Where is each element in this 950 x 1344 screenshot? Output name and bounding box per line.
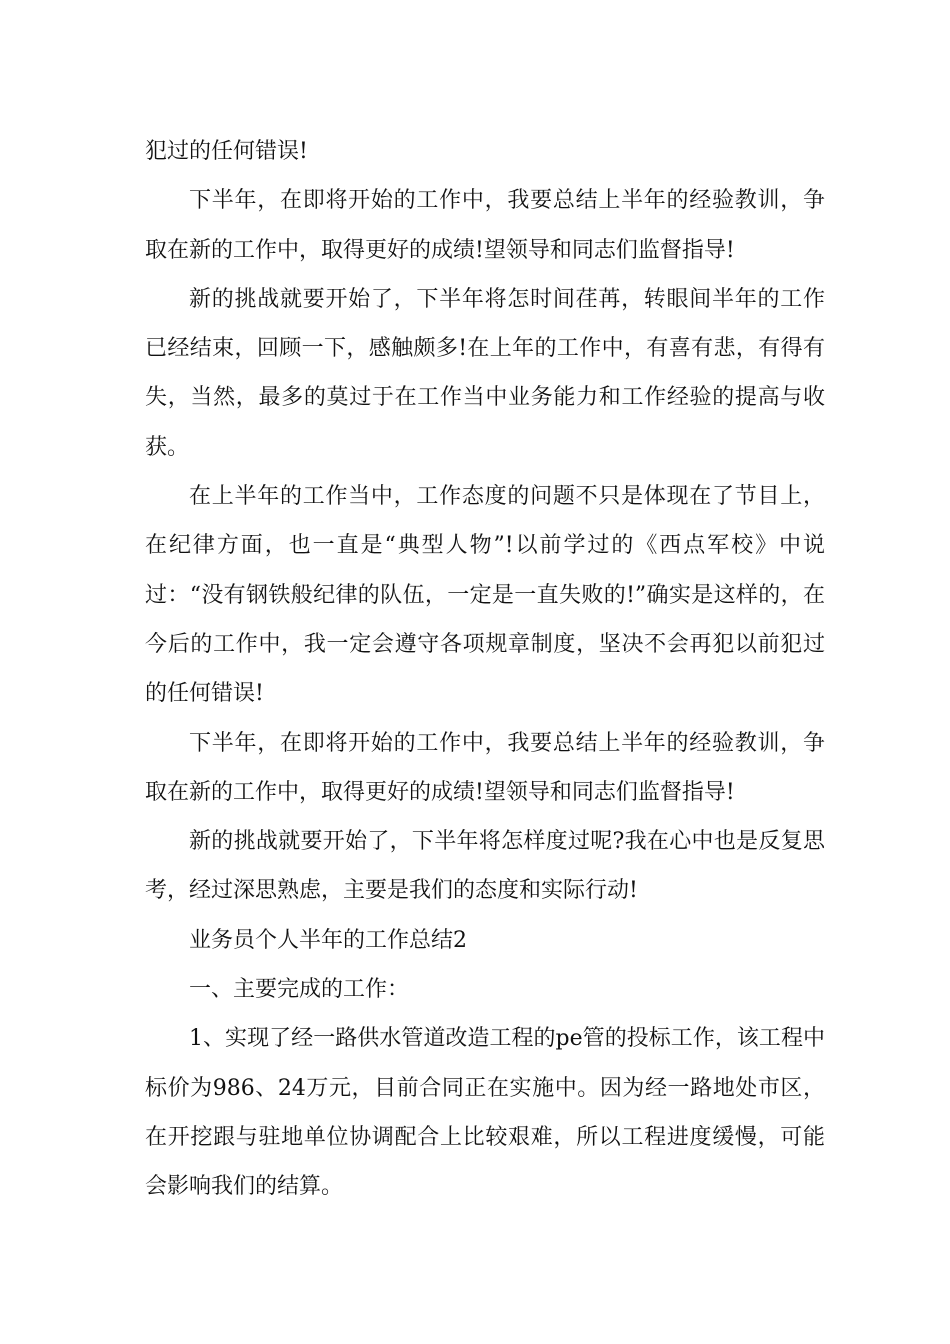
paragraph-5: 下半年，在即将开始的工作中，我要总结上半年的经验教训，争取在新的工作中，取得更好的成绩!望领导和同志们监督指导! — [145, 730, 825, 805]
section-heading: 一、主要完成的工作： — [189, 977, 410, 1003]
paragraph-3: 新的挑战就要开始了，下半年将怎时间荏苒，转眼间半年的工作已经结束，回顾一下，感触颇多!在上年的工作中，有喜有悲，有得有失，当然，最多的莫过于在工作当中业务能力和工作经验的提高与收获。 — [145, 286, 825, 460]
document-body — [145, 127, 825, 1212]
section-title: 业务员个人半年的工作总结2 — [189, 927, 467, 953]
paragraph-2: 下半年，在即将开始的工作中，我要总结上半年的经验教训，争取在新的工作中，取得更好的成绩!望领导和同志们监督指导! — [145, 188, 825, 263]
paragraph-7: 1、实现了经一路供水管道改造工程的pe管的投标工作，该工程中标价为986、24万元，目前合同正在实施中。因为经一路地处市区，在开挖跟与驻地单位协调配合上比较艰难，所以工程进度缓慢，可能会影响我们的结算。 — [145, 1026, 825, 1200]
paragraph-4: 在上半年的工作当中，工作态度的问题不只是体现在了节目上，在纪律方面，也一直是“典型人物”!以前学过的《西点军校》中说过：“没有钢铁般纪律的队伍，一定是一直失败的!”确实是这样的，在今后的工作中，我一定会遵守各项规章制度，坚决不会再犯以前犯过的任何错误! — [145, 484, 825, 707]
paragraph-1: 犯过的任何错误! — [145, 139, 308, 164]
paragraph-6: 新的挑战就要开始了，下半年将怎样度过呢?我在心中也是反复思考，经过深思熟虑，主要是我们的态度和实际行动! — [145, 829, 825, 904]
